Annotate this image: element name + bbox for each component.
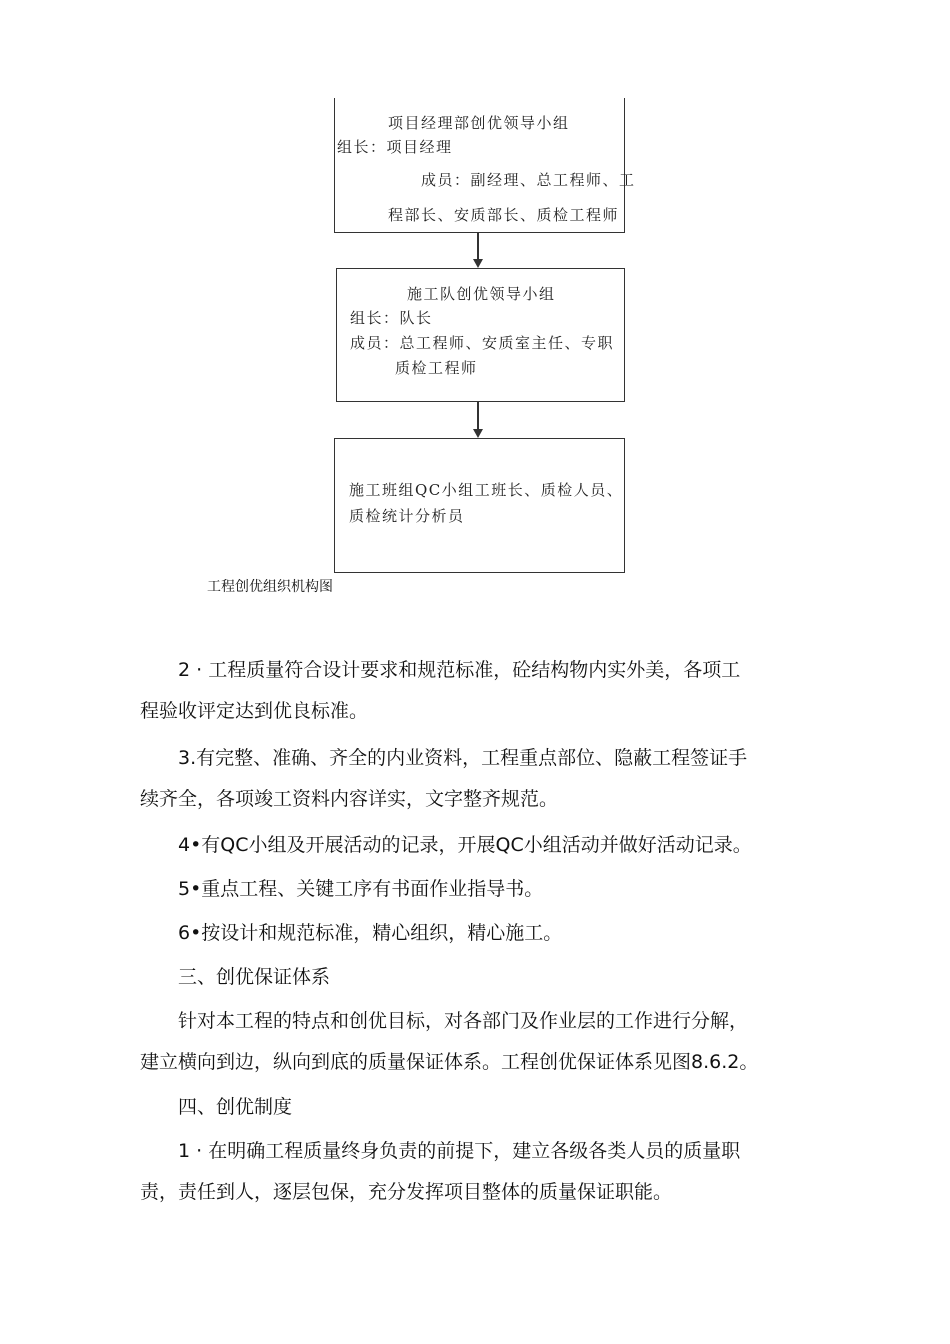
org-box-members: 成员：副经理、总工程师、工 [421, 171, 636, 189]
org-box-title: 施工队创优领导小组 [407, 285, 556, 303]
org-box-members-cont: 质检工程师 [395, 359, 478, 377]
org-box-construction-team [336, 268, 625, 402]
org-box-title: 项目经理部创优领导小组 [388, 114, 570, 132]
paragraph-line: 针对本工程的特点和创优目标，对各部门及作业层的工作进行分解， [178, 1010, 749, 1032]
org-box-leader: 组长：项目经理 [337, 138, 453, 156]
figure-caption: 工程创优组织机构图 [207, 579, 333, 595]
connector-arrow [470, 233, 486, 268]
org-box-line: 质检统计分析员 [349, 507, 465, 525]
paragraph [140, 1001, 830, 1083]
org-box-qc-group [334, 438, 625, 573]
paragraph-line: 4•有QC小组及开展活动的记录，开展QC小组活动并做好活动记录。 [178, 834, 752, 856]
paragraph [140, 869, 830, 910]
org-box-line: 施工班组QC小组工班长、质检人员、 [349, 481, 624, 499]
paragraph-line: 5•重点工程、关键工序有书面作业指导书。 [178, 878, 544, 900]
connector-arrow [470, 402, 486, 438]
paragraph-line: 1 · 在明确工程质量终身负责的前提下，建立各级各类人员的质量职 [178, 1140, 741, 1162]
paragraph [140, 650, 830, 732]
paragraph-line: 续齐全，各项竣工资料内容详实，文字整齐规范。 [140, 788, 559, 810]
org-box-project-department [334, 98, 636, 233]
paragraph [140, 1131, 830, 1213]
paragraph-line: 3.有完整、准确、齐全的内业资料，工程重点部位、隐蔽工程签证手 [178, 747, 748, 769]
section-heading [140, 1087, 830, 1128]
paragraph-line: 程验收评定达到优良标准。 [140, 700, 369, 722]
paragraph [140, 738, 830, 820]
section-heading [140, 957, 830, 998]
org-box-leader: 组长：队长 [350, 309, 433, 327]
paragraph-line: 6•按设计和规范标准，精心组织，精心施工。 [178, 922, 563, 944]
section-heading-text: 三、创优保证体系 [178, 966, 331, 988]
paragraph-line: 建立横向到边，纵向到底的质量保证体系。工程创优保证体系见图8.6.2。 [140, 1051, 759, 1073]
org-box-members-cont: 程部长、安质部长、质检工程师 [388, 206, 620, 224]
paragraph [140, 913, 830, 954]
org-box-members: 成员：总工程师、安质室主任、专职 [350, 334, 615, 352]
paragraph [140, 825, 830, 866]
paragraph-line: 责，责任到人，逐层包保，充分发挥项目整体的质量保证职能。 [140, 1181, 673, 1203]
section-heading-text: 四、创优制度 [178, 1096, 293, 1118]
paragraph-line: 2 · 工程质量符合设计要求和规范标准，砼结构物内实外美，各项工 [178, 659, 741, 681]
